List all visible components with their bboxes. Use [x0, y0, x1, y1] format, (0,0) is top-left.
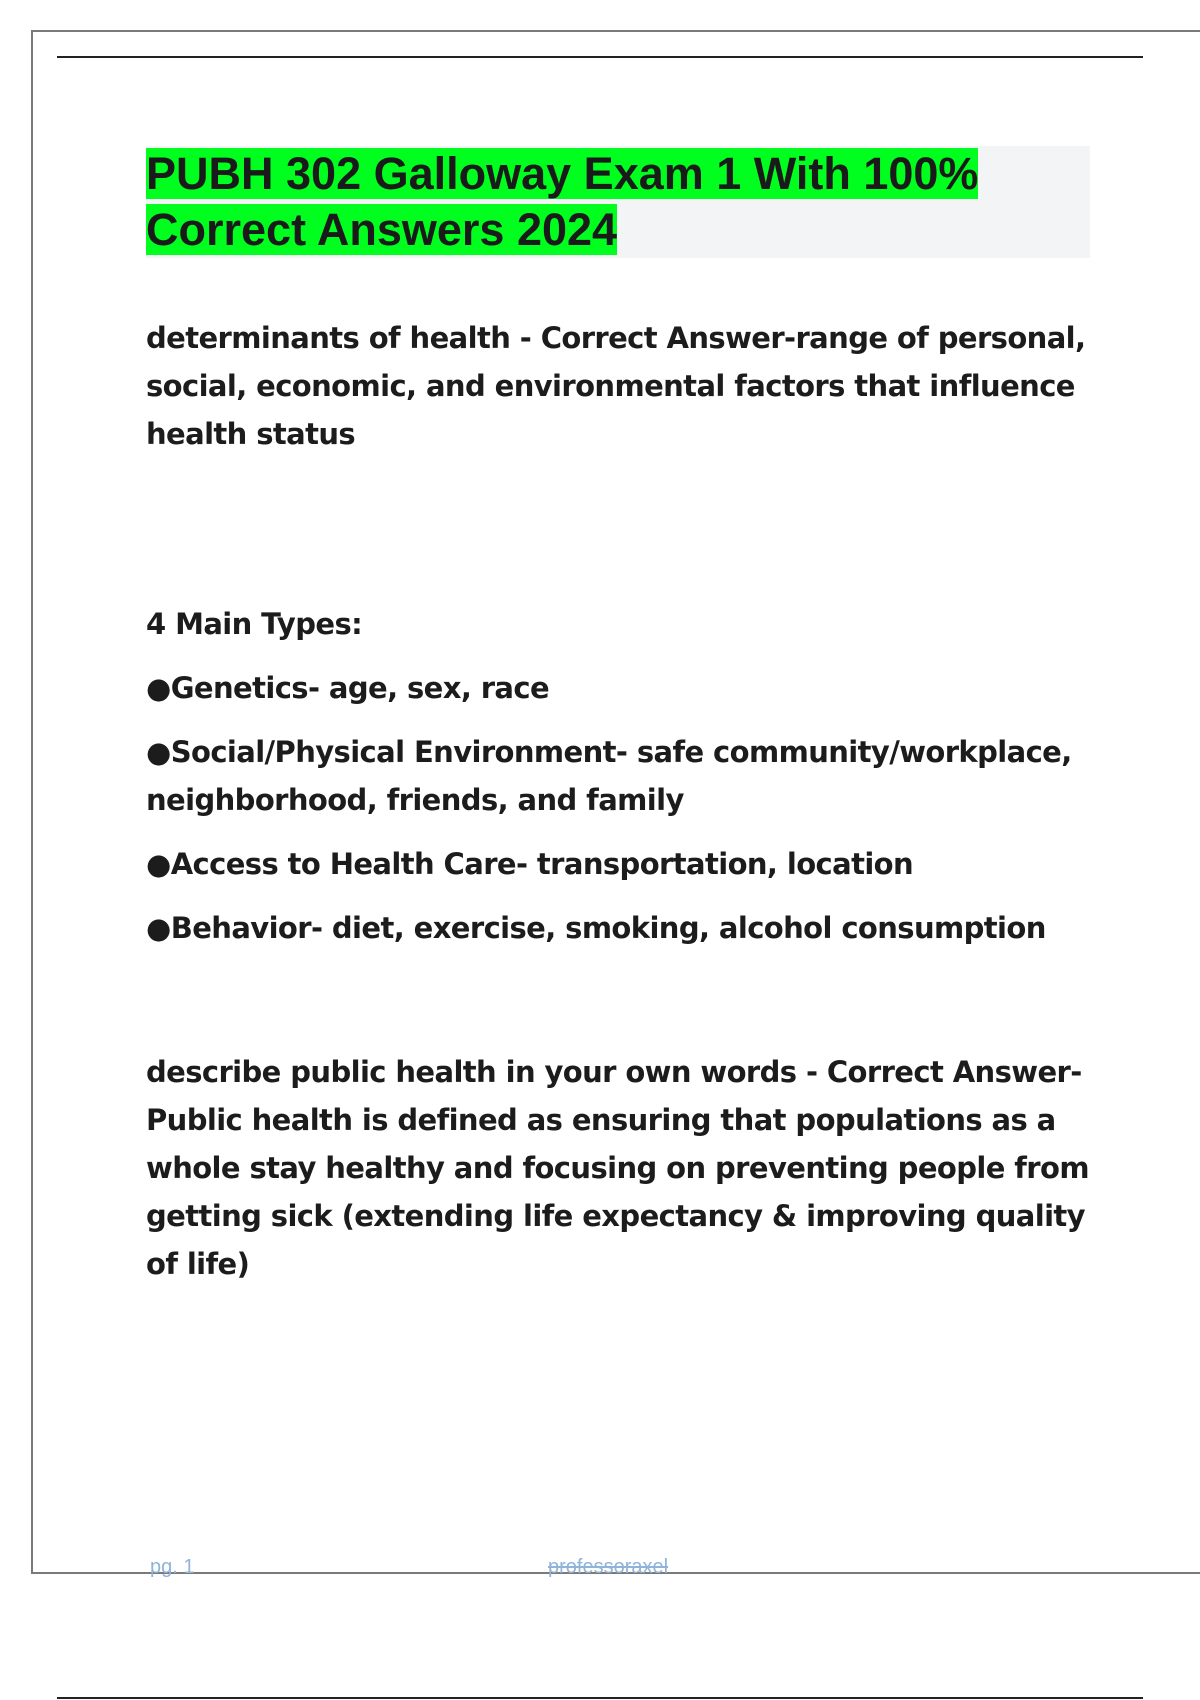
title-line-1: PUBH 302 Galloway Exam 1 With 100% — [146, 148, 979, 199]
document-body — [146, 146, 1090, 1288]
footer-rule — [57, 1697, 1143, 1699]
header-rule — [57, 56, 1143, 58]
title-line-2: Correct Answers 2024 — [146, 204, 618, 255]
page-number: pg. 1 — [150, 1556, 195, 1578]
footer-author: professoraxel — [548, 1556, 669, 1578]
list-item-health-care: ●Access to Health Care- transportation, location — [146, 847, 914, 881]
question-public-health: describe public health in your own words - Correct Answer-Public health is defined as ensuring that populations as a whole stay healthy and focusing on preventing people from getting sick (extending life expectancy & improving quality of life) — [146, 1055, 1089, 1281]
question-determinants-of-health: determinants of health - Correct Answer-range of personal, social, economic, and environmental factors that influence health status — [146, 321, 1086, 451]
list-item-environment: ●Social/Physical Environment- safe community/workplace, neighborhood, friends, and family — [146, 735, 1072, 817]
document-title — [146, 146, 1090, 258]
list-heading: 4 Main Types: — [146, 607, 363, 641]
title-block — [146, 146, 1090, 258]
list-item-behavior: ●Behavior- diet, exercise, smoking, alcohol consumption — [146, 911, 1046, 945]
list-item-genetics: ●Genetics- age, sex, race — [146, 671, 550, 705]
